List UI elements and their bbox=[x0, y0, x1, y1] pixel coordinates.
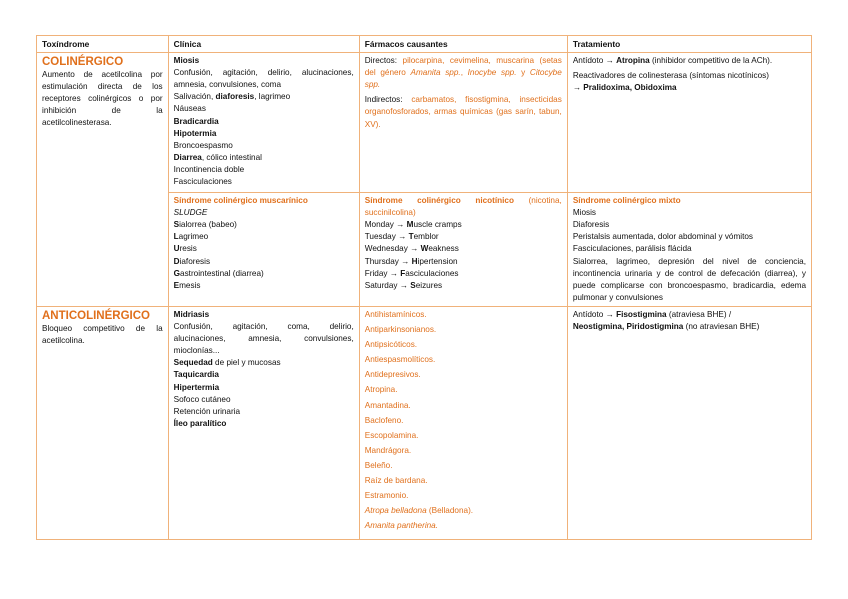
sludge-letter: U bbox=[173, 244, 180, 254]
drug-item: Raíz de bardana. bbox=[364, 475, 428, 485]
anticolinergico-farmacos-cell bbox=[359, 306, 567, 539]
clinica-salivacion bbox=[174, 91, 354, 103]
nicotinico-title: Síndrome colinérgico nicotínico bbox=[364, 196, 514, 206]
drug-item: Antidepresivos. bbox=[364, 370, 421, 380]
sludge-label: SLUDGE bbox=[173, 208, 208, 218]
sequedad-rest: de piel y mucosas bbox=[212, 358, 281, 368]
mixto-cell bbox=[567, 193, 811, 307]
inocybe-text: Inocybe spp. bbox=[467, 68, 517, 78]
tratamiento-atropina bbox=[573, 55, 806, 67]
sludge-item bbox=[174, 231, 354, 243]
clinica-miosis: Miosis bbox=[173, 56, 200, 66]
sludge-item bbox=[174, 268, 354, 280]
sludge-rest: iaforesis bbox=[179, 256, 211, 266]
mnemonic-letter: M bbox=[406, 220, 414, 230]
drug-item: Atropina. bbox=[364, 385, 398, 395]
colinergico-row bbox=[37, 53, 812, 193]
clitocybe-text: Citocybe spp. bbox=[364, 68, 562, 90]
sludge-letter: D bbox=[173, 256, 180, 266]
nicotinico-header bbox=[365, 195, 562, 219]
nicotinico-cell bbox=[359, 193, 567, 307]
drug-item: Antipsicóticos. bbox=[364, 340, 418, 350]
antidoto-text: Antídoto → bbox=[572, 56, 614, 66]
colico-text: , cólico intestinal bbox=[201, 152, 262, 162]
y-text: y bbox=[516, 68, 530, 78]
drug-item: Mandrágora. bbox=[364, 445, 412, 455]
sludge-item bbox=[174, 280, 354, 292]
drug-atropa bbox=[365, 505, 562, 517]
directos-text: pilocarpina, cevimelina, muscarina (setas del género bbox=[364, 56, 562, 78]
sludge-letter: S bbox=[173, 220, 180, 230]
tratamiento-oximas bbox=[573, 82, 806, 94]
mtwhfs-item bbox=[365, 280, 562, 292]
diarrea-text: Diarrea bbox=[173, 152, 202, 162]
colinergico-clinica-cell bbox=[168, 53, 359, 193]
directos-label: Directos: bbox=[364, 56, 398, 66]
mixto-line: Miosis bbox=[572, 208, 597, 218]
indirectos-label: Indirectos: bbox=[364, 95, 403, 105]
colinergico-tratamiento-cell bbox=[567, 53, 811, 193]
day: Saturday → bbox=[364, 280, 408, 290]
clinica-hipotermia: Hipotermia bbox=[173, 128, 217, 138]
clinica-incontinencia: Incontinencia doble bbox=[173, 164, 245, 174]
anticolinergico-toxidrome-cell bbox=[37, 306, 169, 539]
mnemonic-rest: uscle cramps bbox=[413, 220, 462, 230]
clinica-bradicardia: Bradicardia bbox=[173, 116, 219, 126]
mixto-line: Diaforesis bbox=[572, 220, 610, 230]
farmacos-indirectos bbox=[365, 94, 562, 130]
clinica-sofoco: Sofoco cutáneo bbox=[173, 394, 231, 404]
tratamiento-reactivadores: Reactivadores de colinesterasa (síntomas nicotínicos) bbox=[572, 71, 769, 81]
arrow-text: → bbox=[572, 83, 581, 93]
mtwhfs-item bbox=[365, 231, 562, 243]
atropa-rest: (Belladona). bbox=[426, 506, 474, 516]
day: Tuesday → bbox=[364, 232, 407, 242]
muscarinico-title: Síndrome colinérgico muscarínico bbox=[173, 196, 308, 206]
drug-item: Amantadina. bbox=[364, 400, 411, 410]
drug-item: Antiespasmolíticos. bbox=[364, 355, 436, 365]
header-row bbox=[37, 36, 812, 53]
sludge-rest: ialorrea (babeo) bbox=[179, 220, 237, 230]
clinica-retencion: Retención urinaria bbox=[173, 406, 241, 416]
mnemonic-letter: F bbox=[400, 268, 406, 278]
clinica-midriasis: Midriasis bbox=[173, 309, 210, 319]
day: Wednesday → bbox=[364, 244, 419, 254]
mnemonic-rest: asciculaciones bbox=[405, 268, 459, 278]
indirectos-text: carbamatos, fisostigmina, insecticidas organofosforados, armas químicas (gas sarín, tabun, XV). bbox=[364, 95, 562, 129]
mnemonic-letter: T bbox=[408, 232, 414, 242]
antidoto-text: Antídoto → bbox=[572, 309, 614, 319]
mnemonic-rest: ipertension bbox=[417, 256, 458, 266]
sludge-item bbox=[174, 243, 354, 255]
pralidoxima-text: Pralidoxima, Obidoxima bbox=[583, 83, 677, 93]
salivacion-text: Salivación, bbox=[173, 92, 214, 102]
nicotinico-sub: (nicotina, succinilcolina) bbox=[364, 196, 562, 218]
toxidrome-table bbox=[36, 35, 812, 540]
mnemonic-rest: emblor bbox=[413, 232, 439, 242]
lagrimeo-text: , lagrimeo bbox=[254, 92, 291, 102]
sludge-item bbox=[174, 219, 354, 231]
clinica-neuro: Confusión, agitación, delirio, alucinaciones, amnesia, convulsiones, coma bbox=[173, 68, 354, 90]
drug-item: Antihistamínicos. bbox=[364, 309, 427, 319]
drug-item: Baclofeno. bbox=[364, 415, 404, 425]
clinica-neuro: Confusión, agitación, coma, delirio, alucinaciones, amnesia, convulsiones, mioclonías... bbox=[173, 322, 354, 356]
anticolinergico-title: ANTICOLINÉRGICO bbox=[42, 309, 150, 322]
colinergico-description: Aumento de acetilcolina por estimulación directa de los receptores colinérgicos o por inhibición de la acetilcolinesterasa. bbox=[42, 70, 163, 128]
mtwhfs-item bbox=[365, 219, 562, 231]
mnemonic-letter: W bbox=[420, 244, 429, 254]
fiso-rest: (atraviesa BHE) / bbox=[666, 309, 732, 319]
diaforesis-text: diaforesis bbox=[215, 92, 255, 102]
tratamiento-fisostigmina bbox=[573, 309, 806, 321]
day: Friday → bbox=[364, 268, 398, 278]
clinica-nauseas: Náuseas bbox=[173, 104, 206, 114]
mixto-title: Síndrome colinérgico mixto bbox=[572, 196, 681, 206]
farmacos-directos bbox=[365, 55, 562, 91]
sep-text: , bbox=[460, 68, 468, 78]
sludge-letter: L bbox=[173, 232, 179, 242]
drug-amanita: Amanita pantherina. bbox=[364, 521, 439, 531]
sludge-item bbox=[174, 256, 354, 268]
atropina-desc: (inhibidor competitivo de la ACh). bbox=[652, 56, 773, 66]
header-toxindrome: Toxíndrome bbox=[37, 36, 169, 53]
amanita-text: Amanita spp. bbox=[410, 68, 461, 78]
drug-item: Antiparkinsonianos. bbox=[364, 325, 437, 335]
sludge-rest: agrimeo bbox=[178, 232, 209, 242]
clinica-taquicardia: Taquicardia bbox=[173, 370, 219, 380]
neostigmina-text: Neostigmina, Piridostigmina bbox=[572, 322, 684, 332]
muscarinico-cell bbox=[168, 193, 359, 307]
mixto-line: Peristalsis aumentada, dolor abdominal y vómitos bbox=[572, 232, 754, 242]
header-farmacos: Fármacos causantes bbox=[359, 36, 567, 53]
colinergico-farmacos-cell bbox=[359, 53, 567, 193]
sludge-rest: mesis bbox=[179, 280, 201, 290]
atropina-text: Atropina bbox=[616, 56, 650, 66]
sludge-letter: E bbox=[173, 280, 180, 290]
clinica-broncoespasmo: Broncoespasmo bbox=[173, 140, 233, 150]
fisostigmina-text: Fisostigmina bbox=[616, 309, 667, 319]
mtwhfs-item bbox=[365, 243, 562, 255]
colinergico-title: COLINÉRGICO bbox=[42, 56, 124, 69]
clinica-fasciculaciones: Fasciculaciones bbox=[173, 177, 232, 187]
clinica-diarrea bbox=[174, 152, 354, 164]
mixto-line: Fasciculaciones, parálisis flácida bbox=[572, 244, 692, 254]
mixto-line: Sialorrea, lagrimeo, depresión del nivel de conciencia, incontinencia urinaria y de control de defecación (diarrea), y puede complicarse con broncoespasmo, bradicardia, edema pulmonar y convulsiones bbox=[572, 256, 806, 302]
anticolinergico-row bbox=[37, 306, 812, 539]
day: Monday → bbox=[364, 220, 405, 230]
clinica-ileo: Íleo paralítico bbox=[173, 418, 227, 428]
anticolinergico-tratamiento-cell bbox=[567, 306, 811, 539]
clinica-hipertermia: Hipertermia bbox=[173, 382, 220, 392]
mtwhfs-item bbox=[365, 256, 562, 268]
colinergico-toxidrome-cell bbox=[37, 53, 169, 307]
drug-item: Escopolamina. bbox=[364, 430, 419, 440]
mnemonic-letter: S bbox=[410, 280, 416, 290]
drug-item: Beleño. bbox=[364, 460, 393, 470]
mtwhfs-item bbox=[365, 268, 562, 280]
day: Thursday → bbox=[364, 256, 410, 266]
sequedad-text: Sequedad bbox=[173, 358, 213, 368]
anticolinergico-description: Bloqueo competitivo de la acetilcolina. bbox=[42, 323, 163, 346]
mnemonic-letter: H bbox=[411, 256, 418, 266]
sludge-rest: resis bbox=[179, 244, 197, 254]
sludge-letter: G bbox=[173, 268, 181, 278]
anticolinergico-clinica-cell bbox=[168, 306, 359, 539]
clinica-sequedad bbox=[174, 357, 354, 369]
tratamiento-neostigmina bbox=[573, 321, 806, 333]
header-tratamiento: Tratamiento bbox=[567, 36, 811, 53]
sludge-rest: astrointestinal (diarrea) bbox=[180, 268, 264, 278]
mnemonic-rest: eakness bbox=[428, 244, 459, 254]
header-clinica: Clínica bbox=[168, 36, 359, 53]
mnemonic-rest: eizures bbox=[415, 280, 443, 290]
atropa-text: Atropa belladona bbox=[364, 506, 427, 516]
neo-rest: (no atraviesan BHE) bbox=[683, 322, 760, 332]
drug-item: Estramonio. bbox=[364, 491, 409, 501]
